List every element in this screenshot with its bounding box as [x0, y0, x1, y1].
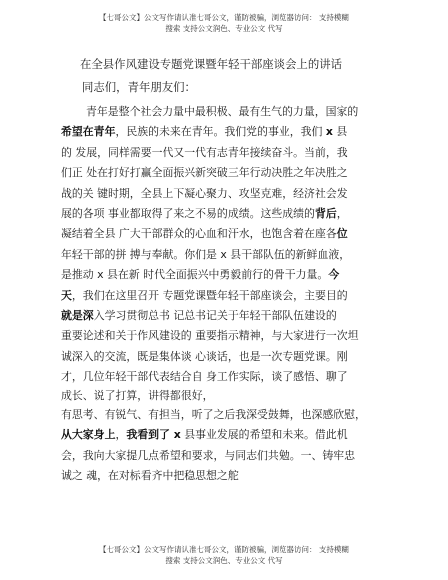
body-bold-text: 希望在青年 [61, 125, 116, 139]
body-line [61, 245, 391, 265]
body-bold-text: x [325, 125, 333, 139]
body-text-run: 县事业发展的希望和未来。借此机 [180, 428, 348, 442]
body-text-run: 成长、说了打算，讲得都很好， [61, 389, 214, 403]
document-title: 在全县作风建设专题党课暨年轻干部座谈会上的讲话 [80, 57, 342, 71]
body-text-run: 战的关 键时期，全县上下凝心聚力、攻坚克难，经济社会发 [61, 186, 348, 200]
body-text-run: 有思考、有锐气、有担当，听了之后我深受鼓舞，也深感欣慰， [61, 407, 366, 421]
header-banner [0, 12, 448, 34]
body-text-run: 们正 处在打好打赢全面振兴新突破三年行动决胜之年决胜之 [61, 166, 348, 180]
body-line [61, 265, 391, 285]
body-text-run: 青年是整个社会力量中最积极、最有生气的力量，国家的 [86, 105, 359, 118]
body-text-run: 年轻干部的拼 搏与奉献。你们是 x 县干部队伍的新鲜血液， [61, 247, 351, 261]
body-bold-text: 我看到了 x [126, 428, 181, 442]
body-line [61, 466, 391, 486]
body-text-run: 会，我向大家提几点希望和要求，与同志们共勉。一、铸牢忠 [61, 448, 356, 462]
body-text-run: 展的各项 事业都取得了来之不易的成绩。这些成绩的 [61, 206, 315, 220]
body-text-run: ， [336, 206, 348, 220]
body-line [61, 102, 391, 122]
body-line [61, 446, 391, 466]
body-text-run: 诚之 魂，在对标看齐中把稳思想之舵 [61, 469, 239, 483]
body-line [61, 143, 391, 163]
body-text-run: 凝结着全县 广大干部群众的心血和汗水，也饱含着在座各 [61, 227, 337, 241]
body-bold-text: 就是深 [61, 308, 94, 322]
body-line [61, 326, 391, 346]
body-bold-text: 背后 [314, 206, 337, 220]
body-text-run: 入学习贯彻总书 记总书记关于年轻干部队伍建设的 [93, 308, 337, 322]
body-text [61, 102, 391, 487]
body-line [61, 306, 391, 326]
body-line [61, 367, 391, 387]
body-bold-text: 今 [328, 268, 340, 282]
body-text-run: ，我们在这里召开 专题党课暨年轻干部座谈会，主要目的 [71, 288, 348, 302]
body-line [61, 122, 391, 142]
footer-banner-line-2: 搜索 支持公文润色、专业公文 代写 [165, 556, 283, 565]
body-text-run: 诚深入的交流，既是集体谈 心谈话，也是一次专题党课。刚 [61, 349, 348, 363]
header-banner-line-1: 【七哥公文】公文写作请认准七哥公文，谨防被骗，浏览器访问： 支持模糊 [99, 13, 349, 22]
body-line [61, 224, 391, 244]
body-text-run: 是推动 x 县在新 时代全面振兴中勇毅前行的骨干力量。 [61, 268, 329, 282]
body-text-run: ，民族的未来在青年。我们党的事业，我们 [115, 125, 326, 139]
body-line [61, 347, 391, 367]
body-bold-text: 天 [61, 288, 72, 302]
body-text-run: ， [115, 428, 127, 442]
body-line [61, 387, 391, 405]
body-text-run: 才，几位年轻干部代表结合自 身工作实际，谈了感悟、聊了 [61, 370, 348, 384]
body-text-run: 重要论述和关于作风建设的 重要指示精神，与大家进行一次坦 [61, 329, 359, 343]
body-line [61, 184, 391, 204]
body-bold-text: 位 [336, 227, 348, 241]
greeting: 同志们，青年朋友们： [82, 80, 196, 94]
body-line [61, 425, 391, 445]
footer-banner [0, 544, 448, 566]
body-line [61, 286, 391, 306]
footer-banner-line-1: 【七哥公文】公文写作请认准七哥公文，谨防被骗，浏览器访问： 支持模糊 [99, 545, 349, 554]
body-text-run: 的 发展，同样需要一代又一代有志青年接续奋斗。当前，我 [61, 145, 348, 159]
body-line [61, 405, 391, 425]
header-banner-line-2: 搜索 支持公文润色、专业公文 代写 [165, 24, 283, 33]
body-text-run: 县 [332, 125, 348, 139]
body-line [61, 204, 391, 224]
body-bold-text: 从大家身上 [61, 428, 116, 442]
body-line [61, 163, 391, 183]
